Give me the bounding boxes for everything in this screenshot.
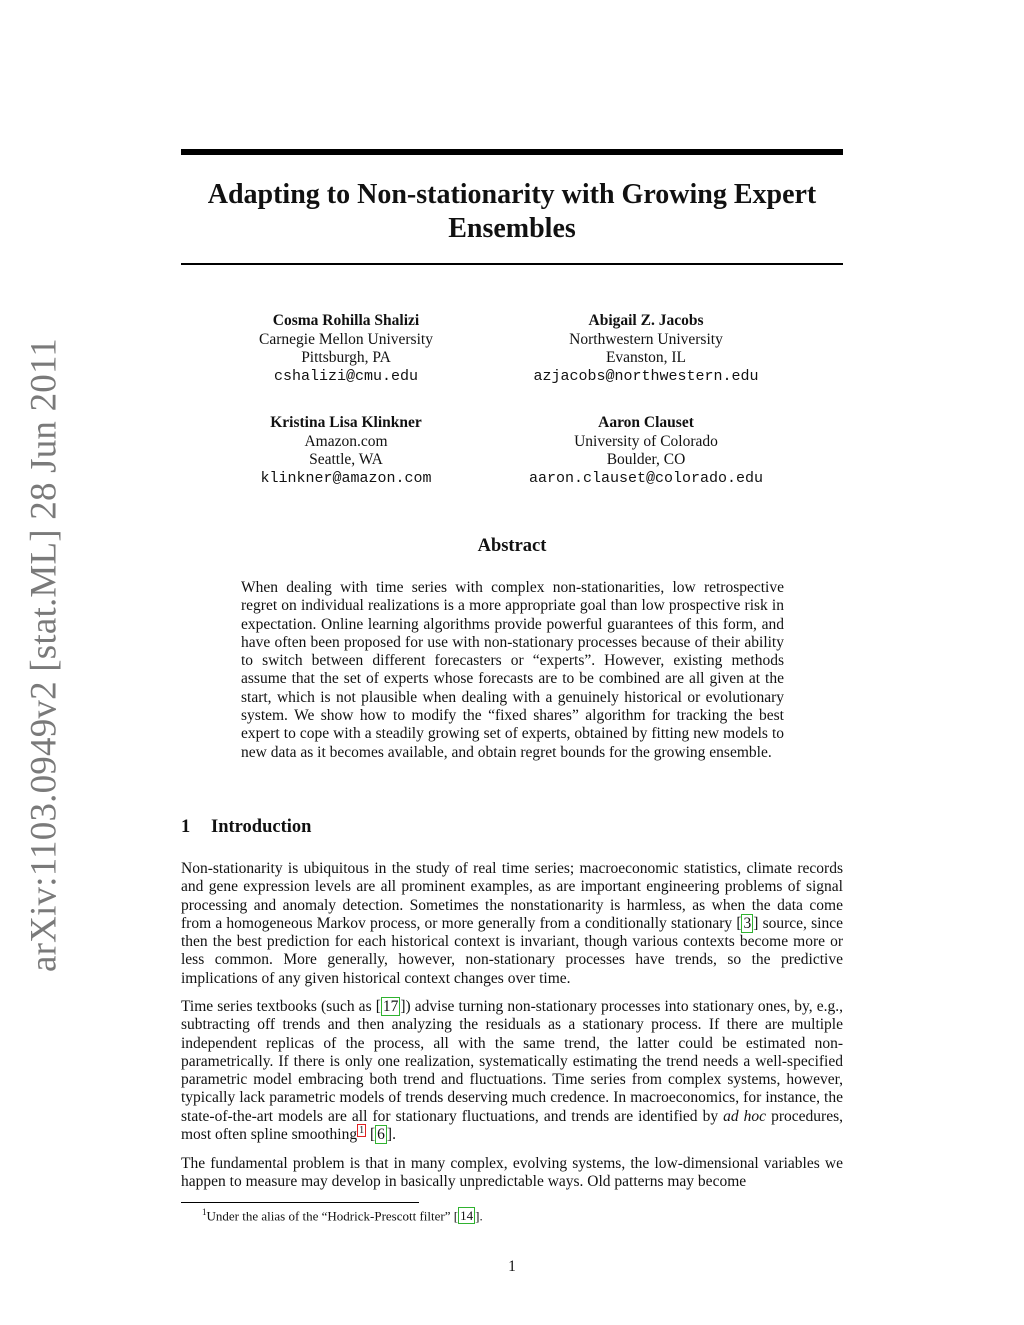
paragraph-text: . bbox=[392, 1126, 396, 1144]
author-name: Kristina Lisa Klinkner bbox=[270, 414, 422, 431]
author-location: Evanston, IL bbox=[605, 349, 687, 366]
body-paragraph: Non-stationarity is ubiquitous in the study of real time series; macroeconomic statistics, climate records and gene expression levels are all prominent examples, as are important engineering problems of signal processing and anomaly detection. Sometimes the nonstationarity is harmless, as when the data come from a homogeneous Markov process, or more generally from a conditionally stationary [ 3 ] source, since then the best prediction for each historical context is invariant, though various contexts become more or less common. More generally, however, non-stationary processes have trends, so the predictive implications of any given historical context changes over time. bbox=[181, 860, 843, 987]
footnote-text: Under the alias of the “Hodrick-Prescott filter” bbox=[206, 1208, 454, 1224]
author-affiliation: Carnegie Mellon University bbox=[259, 330, 433, 348]
paper-title: Adapting to Non-stationarity with Growing Expert Ensembles bbox=[207, 179, 817, 244]
page-number: 1 bbox=[508, 1258, 516, 1275]
author-affiliation: University of Colorado bbox=[574, 432, 718, 450]
footnote-link[interactable]: 1 bbox=[359, 1125, 365, 1137]
paragraph-text: Non-stationarity is ubiquitous in the study of real time series; macroeconomic statistics, climate records and gene expression levels are all prominent examples, as are important engineering problems of signal processing and anomaly detection. Sometimes the nonstationarity is harmless, as when the data come from a homogeneous Markov process, or more generally from a conditionally stationary bbox=[181, 860, 843, 932]
italic-text: ad hoc bbox=[723, 1107, 767, 1125]
author-block bbox=[496, 312, 796, 386]
author-block bbox=[196, 414, 496, 488]
citation-link[interactable]: 6 bbox=[377, 1126, 385, 1144]
author-block bbox=[196, 312, 496, 386]
author-email[interactable]: azjacobs@northwestern.edu bbox=[533, 367, 759, 385]
section-title: Introduction bbox=[211, 817, 312, 837]
author-name: Aaron Clauset bbox=[598, 414, 694, 431]
citation-link[interactable]: 17 bbox=[382, 998, 399, 1015]
abstract-text: When dealing with time series with complex non-stationarities, low retrospective regret on individual realizations is a more appropriate goal than low prospective risk in expectation. Online learning algorithms provide powerful guarantees of this form, and have often been proposed for use with non-stationary processes because of their ability to switch between different forecasters or “experts”. However, existing methods assume that the set of experts whose forecasts are to be combined are all given at the start, which is not plausible when dealing with a genuinely historical or evolutionary system. We show how to modify the “fixed shares” algorithm for tracking the best expert to cope with a steadily growing set of experts, obtained by fitting new models to new data as it becomes available, and obtain regret bounds for the growing ensemble. bbox=[241, 579, 784, 761]
body-paragraph: The fundamental problem is that in many complex, evolving systems, the low-dimensional variables we happen to measure may develop in basically unpredictable ways. Old patterns may become bbox=[181, 1155, 843, 1191]
author-affiliation: Amazon.com bbox=[304, 432, 388, 450]
author-email[interactable]: cshalizi@cmu.edu bbox=[273, 367, 419, 385]
section-heading bbox=[181, 817, 311, 838]
author-email[interactable]: klinkner@amazon.com bbox=[260, 469, 432, 487]
author-location: Boulder, CO bbox=[606, 451, 686, 468]
author-location: Pittsburgh, PA bbox=[301, 349, 391, 366]
paragraph-text: ) advise turning non-stationary processes into stationary ones, by, e.g., subtracting off trends and then analyzing the residuals as a stationary process. If there are multiple independent replicas of the process, all with the same trend, the latter could be estimated non-parametrically. If there is only one realization, systematically estimating the trend needs a well-specified parametric model embracing both trend and fluctuations. Time series from complex systems, however, typically lack parametric models of trends deserving much credence. In macroeconomics, for instance, the state-of-the-art models are all for stationary fluctuations, and trends are identified by bbox=[181, 998, 844, 1125]
abstract-heading: Abstract bbox=[477, 536, 547, 556]
section-number: 1 bbox=[181, 817, 191, 837]
paragraph-text: source, since then the best prediction for each historical context is invariant, though various contexts become more or less common. More generally, however, non-stationary processes have trends, so the predictive implications of any given historical context changes over time. bbox=[181, 914, 843, 987]
author-block bbox=[496, 414, 796, 488]
author-name: Cosma Rohilla Shalizi bbox=[272, 312, 420, 329]
citation-link[interactable]: 14 bbox=[460, 1208, 474, 1224]
paragraph-text: procedures, most often spline smoothing bbox=[181, 1107, 843, 1144]
footnote-end: . bbox=[479, 1208, 483, 1224]
body-paragraph: Time series textbooks (such as [ 17 ]) advise turning non-stationary processes into stationary ones, by, e.g., subtracting off trends and then analyzing the residuals as a stationary process. If there are multiple independent replicas of the process, all with the same trend, the latter could be estimated non-parametrically. If there is only one realization, systematically estimating the trend needs a well-specified parametric model embracing both trend and fluctuations. Time series from complex systems, however, typically lack parametric models of trends deserving much credence. In macroeconomics, for instance, the state-of-the-art models are all for stationary fluctuations, and trends are identified by ad hoc procedures, most often spline smoothing $^1$ [ 6 ]. bbox=[181, 998, 844, 1144]
footnote-mark: 1 bbox=[202, 1207, 207, 1217]
citation-link[interactable]: 3 bbox=[743, 914, 752, 932]
author-affiliation: Northwestern University bbox=[569, 330, 723, 348]
author-location: Seattle, WA bbox=[309, 451, 383, 468]
arxiv-identifier: arXiv:1103.0949v2 [stat.ML] 28 Jun 2011 bbox=[23, 338, 65, 972]
title-top-rule bbox=[181, 149, 843, 155]
title-bottom-rule bbox=[181, 263, 843, 265]
footnote: $^1$Under the alias of the “Hodrick-Prescott filter” [ 14 ]. bbox=[202, 1207, 483, 1224]
paragraph-text: Time series textbooks (such as bbox=[181, 998, 376, 1015]
footnote-rule bbox=[181, 1202, 419, 1203]
author-email[interactable]: aaron.clauset@colorado.edu bbox=[528, 469, 764, 487]
author-name: Abigail Z. Jacobs bbox=[588, 312, 704, 329]
